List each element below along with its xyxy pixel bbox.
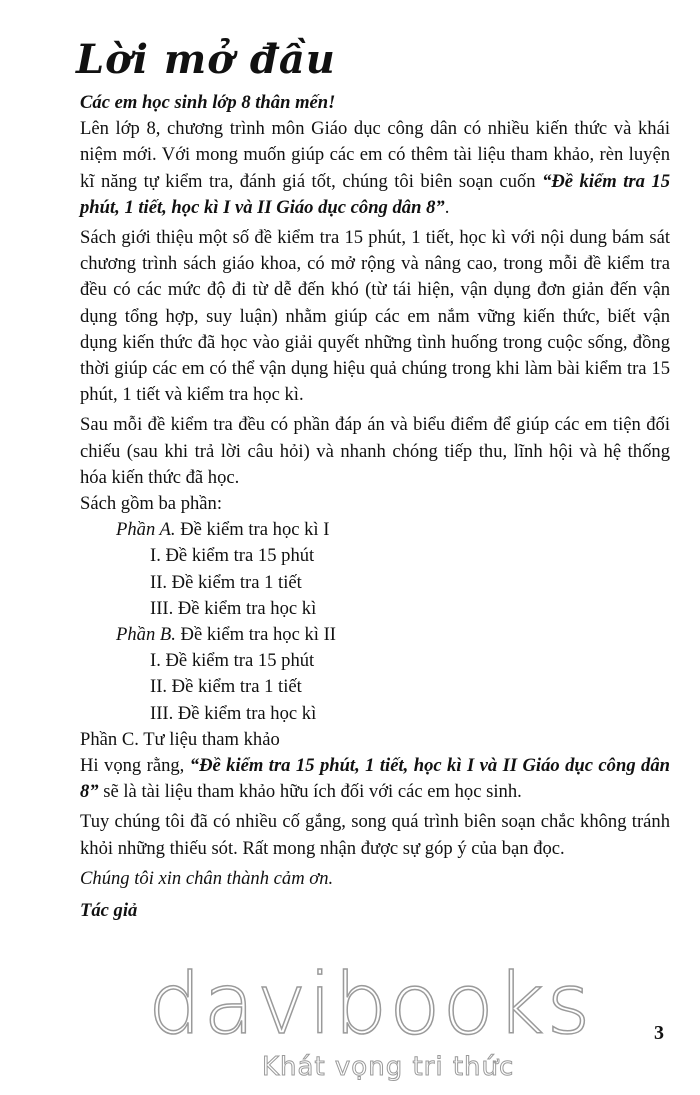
part-a-item: III. Đề kiểm tra học kì: [150, 597, 317, 619]
part-b-item: III. Đề kiểm tra học kì: [150, 702, 317, 724]
part-b-item: I. Đề kiểm tra 15 phút: [150, 650, 315, 672]
page-number: 3: [654, 1022, 664, 1044]
book-title-1: “Đề kiểm tra 15 phút, 1 tiết, học kì I và II Giáo dục công dân 8”: [80, 170, 670, 218]
part-b: [80, 622, 670, 648]
part-a-text: Đề kiểm tra học kì I: [175, 519, 330, 541]
part-a-item: I. Đề kiểm tra 15 phút: [150, 545, 315, 567]
paragraph-4-end: sẽ là tài liệu tham khảo hữu ích đối với các em học sinh.: [98, 781, 522, 803]
paragraph-4-text: Hi vọng rằng,: [80, 755, 190, 777]
paragraph-1-end: .: [444, 196, 450, 218]
part-a-item: II. Đề kiểm tra 1 tiết: [150, 571, 302, 593]
page-title: Lời mở đầu: [76, 36, 336, 83]
part-a: [80, 517, 670, 543]
thanks-line: Chúng tôi xin chân thành cảm ơn.: [80, 867, 334, 889]
watermark-tagline: Khát vọng tri thức: [262, 1052, 515, 1082]
paragraph-3: Sau mỗi đề kiểm tra đều có phần đáp án và biểu điểm để giúp các em tiện đối chiếu (sau khi trả lời câu hỏi) và nhanh chóng tiếp thu, lĩnh hội và hệ thống hóa kiến thức đã học.: [80, 414, 670, 488]
part-b-text: Đề kiểm tra học kì II: [175, 624, 336, 646]
author-signature: Tác giả: [80, 900, 138, 922]
paragraph-1-text: Lên lớp 8, chương trình môn Giáo dục công dân có nhiều kiến thức và khái niệm mới. Với mong muốn giúp các em có thêm tài liệu tham khảo, rèn luyện kĩ năng tự kiểm tra, đánh giá tốt, chúng tôi biên soạn cuốn: [80, 118, 670, 192]
watermark-brand: davibooks: [148, 955, 593, 1053]
paragraph-4: [80, 753, 670, 805]
paragraph-2: Sách giới thiệu một số đề kiểm tra 15 phút, 1 tiết, học kì với nội dung bám sát chương trình sách giáo khoa, có mở rộng và nâng cao, trong mỗi đề kiểm tra đều có các mức độ đi từ dễ đến khó (từ tái hiện, vận dụng đơn giản đến vận dụng tổng hợp, suy luận) nhằm giúp các em nắm vững kiến thức, biết vận dụng kiến thức đã học vào giải quyết những tình huống trong cuộc sống, đồng thời giúp các em có thể vận dụng hiệu quả chúng trong khi làm bài kiểm tra 15 phút, 1 tiết và kiểm tra học kì.: [80, 227, 670, 406]
contents-list: [80, 517, 670, 753]
part-a-label: Phần A.: [116, 519, 176, 541]
part-c: Phần C. Tư liệu tham khảo: [80, 728, 280, 750]
contents-intro: Sách gồm ba phần:: [80, 493, 223, 515]
preface-body: [80, 90, 670, 924]
paragraph-1: [80, 116, 670, 221]
book-title-2: “Đề kiểm tra 15 phút, 1 tiết, học kì I và II Giáo dục công dân 8”: [80, 755, 670, 803]
greeting: Các em học sinh lớp 8 thân mến!: [80, 92, 336, 113]
paragraph-5: Tuy chúng tôi đã có nhiều cố gắng, song quá trình biên soạn chắc không tránh khỏi những thiếu sót. Rất mong nhận được sự góp ý của bạn đọc.: [80, 811, 670, 859]
part-b-item: II. Đề kiểm tra 1 tiết: [150, 676, 302, 698]
part-b-label: Phần B.: [116, 624, 176, 646]
